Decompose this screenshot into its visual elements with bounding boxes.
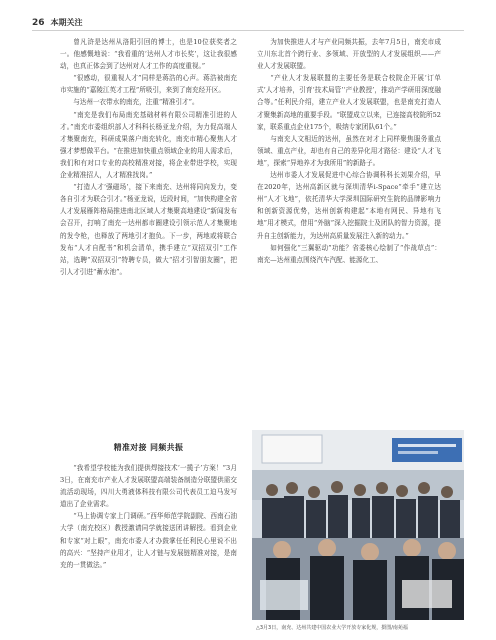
paragraph: 达州市委人才发展促进中心综合协调科科长刘果介绍，早在2020年，达州高新区就与深圳清华i-Space“牵手”建立达州“人才飞地”，依托清华大学深圳国际研究生院的品牌影响力和创新资源优势，达州创新构建起“本地有网民、异地有飞地”用才模式，借用“外脑”深入挖掘院士及团队的智力资源，提升自主创新能力，为达州高质量发展注入新的动力。” bbox=[257, 171, 441, 240]
left-column-top bbox=[60, 36, 237, 278]
event-photo-illustration bbox=[252, 430, 464, 620]
paragraph: 与南充人文相近的达州，虽然在对才上同样聚焦服务重点领域、重点产业，却也有自己的差异化用才路径：建设“人才飞地”，探索“异地养才为我所用”的新路子。 bbox=[257, 134, 441, 167]
photo-caption: △3月3日，南充、达州共建中国农业大学开放专家化规，摄图/南苑福 bbox=[256, 625, 408, 631]
section-title: 本期关注 bbox=[50, 18, 83, 27]
paragraph: “打造人才‘强磁场’，接下来南充、达州将同向发力，变各自引才为联合引才。”杨亚龙说，近段时间，“加快构建全省人才发展雁阵格局推进南北区域人才集聚高地建设”新闻发布会召开，打响了南充一达州都市圈建设引领示范人才集聚地的发令枪，也释放了两地引才抱负。下一步，两地或将联合发布“人才自配书”和机会清单，携手建立“双招双引”工作站，选聘“双招双引”特聘专员，做大“招才引智朋友圈”，把引人才引进“蓄水池”。 bbox=[60, 183, 237, 276]
paragraph: 曾凡浒是达州从洛阳引回的博士，也是10位获奖者之一。他感慨地说：“我看重的‘达州人才市长奖’，这让我很感动，也真正体会到了达州对人才工作的高度重视。” bbox=[60, 38, 237, 71]
page-number: 26 bbox=[32, 18, 45, 28]
section-subhead: 精准对接 同频共振 bbox=[113, 443, 184, 452]
paragraph: 与达州一衣带水的南充，注重“精准引才”。 bbox=[73, 98, 199, 107]
left-column-bottom bbox=[60, 462, 237, 571]
paragraph: 为加快推进人才与产业同频共振，去年7月5日，南充市成立川东北首个跨行业、多领域、开放型的人才发展组织——产业人才发展联盟。 bbox=[257, 38, 441, 71]
paragraph: “我希望学校能为我们提供焊接技术‘一揽子’方案！”3月3日，在南充市产业人才发展联盟高端装备制造分联盟供需交流活动现场，四川大勇液体科技有限公司代表员工迫马发写道出了企业需求。 bbox=[60, 464, 237, 509]
header-divider bbox=[32, 30, 464, 31]
paragraph: 如何强化“三翼驱动”功能？省委核心绘制了“作战草点”：南充—达州重点围绕汽车汽配、能源化工、 bbox=[257, 243, 441, 264]
right-column bbox=[257, 36, 441, 266]
paragraph: “很感动，很重视人才”同样是蒋浩的心声。蒋浩被南充市实施的“嘉陵江英才工程”所吸引，来到了南充经开区。 bbox=[60, 74, 237, 95]
paragraph: “产业人才发展联盟的主要任务是联合校院企开展‘订单式’人才培养，引育‘技术局管’‘产业教授’，推动产学研用深度融合等。”任利民介绍，建立产业人才发展联盟，也是南充打造人才聚集新高地的重要手段。“联盟成立以来，已连接高校院所52家，联系重点企业175个，吸纳专家团队61个。” bbox=[257, 74, 441, 131]
paragraph: “马上协调专家上门调研。”西华师范学院副院、西南石油大学（南充校区）教授激请同学就接送团讲解授。看到企业和专家“对上眼”，南充市委人才办鼓掌任任利民心里说不出的高兴：“坚持产业用才，让人才链与发展链精准对接，是南充的一贯做法。” bbox=[60, 512, 237, 569]
page-header bbox=[32, 17, 83, 28]
paragraph: “南充是我们布局南充基础材料有限公司精准引进的人才。”南充市委组织部人才科科长杨亚龙介绍，为力促高端人才集聚南充，科研成果落户南充转化，南充市精心聚焦人才强才梦想做平台。“在推进加快重点领域企业的用人需求后，我们和有对口专业的高校精准对接，将企业带进学校，实现企业精准招人，人才精准找岗。” bbox=[60, 110, 237, 180]
event-photo bbox=[252, 430, 464, 620]
